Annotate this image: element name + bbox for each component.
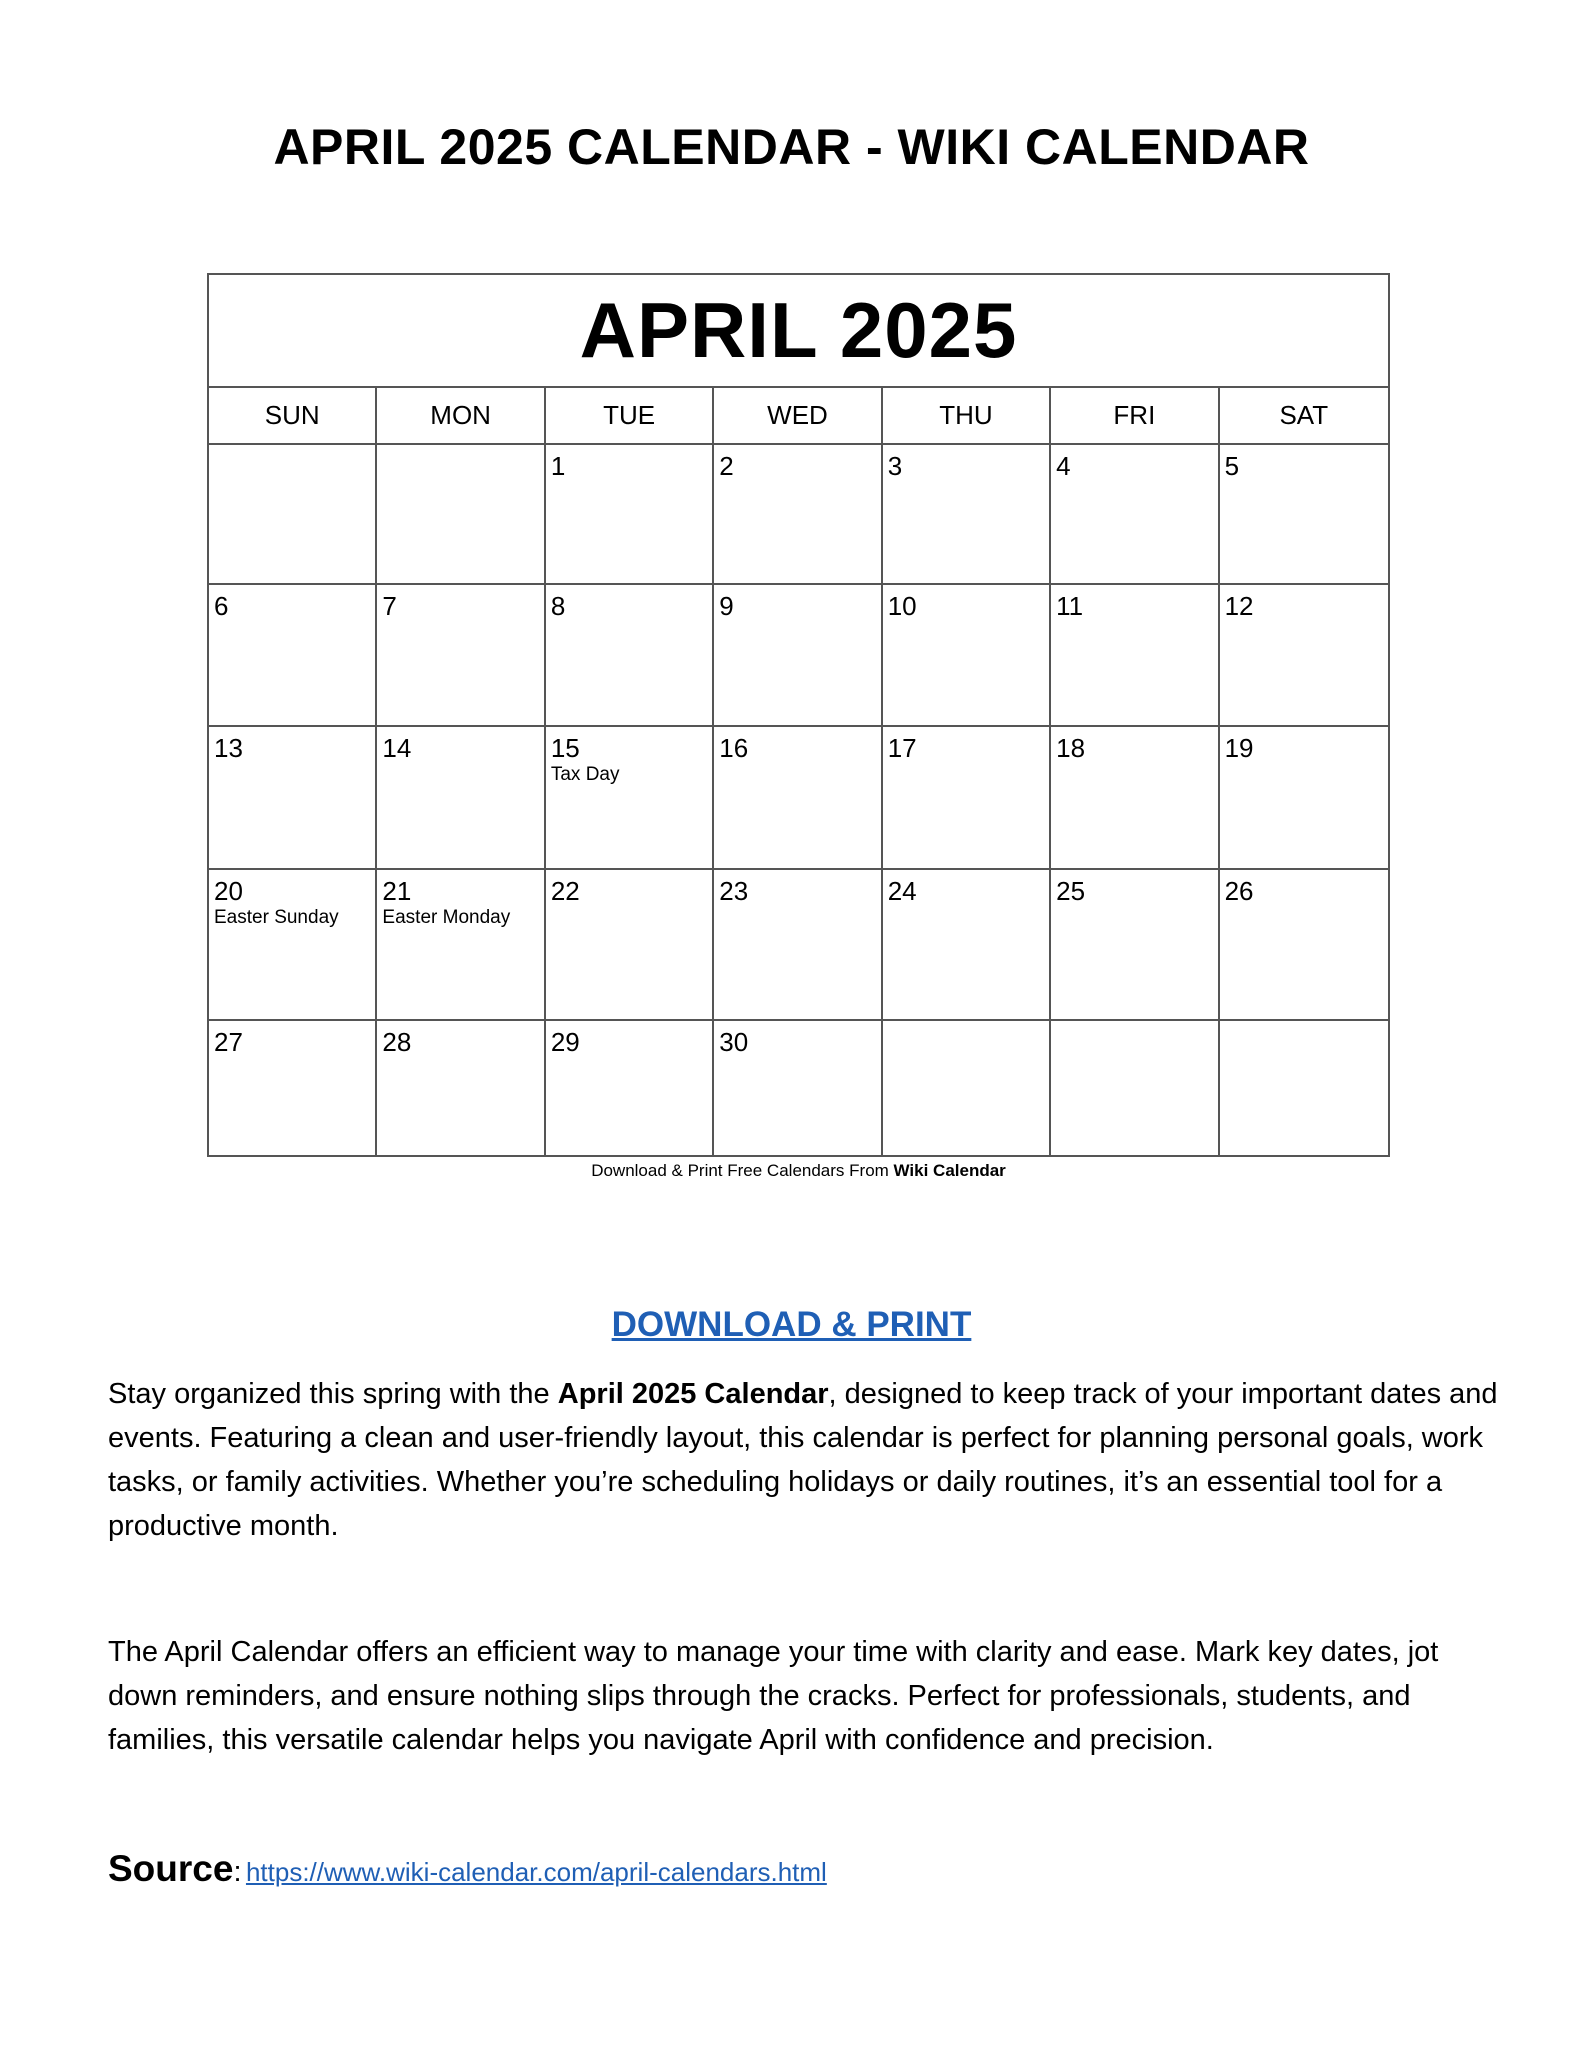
calendar-day-cell — [1051, 1021, 1219, 1155]
source-label: Source — [108, 1848, 234, 1889]
footer-brand: Wiki Calendar — [893, 1161, 1006, 1180]
calendar-day-cell — [209, 1021, 377, 1155]
intro-bold-text: April 2025 Calendar — [557, 1378, 829, 1410]
calendar-day-cell — [883, 445, 1051, 585]
day-number: 24 — [887, 876, 917, 906]
calendar-day-cell — [377, 445, 545, 585]
calendar-day-cell — [1220, 870, 1388, 1021]
calendar-day-cell — [883, 1021, 1051, 1155]
page-title: APRIL 2025 CALENDAR - WIKI CALENDAR — [273, 119, 1310, 175]
weekday-fri: FRI — [1051, 388, 1219, 443]
calendar-footer-note — [207, 1161, 1390, 1181]
day-number: 7 — [382, 591, 397, 621]
day-number: 2 — [719, 451, 734, 481]
calendar-day-cell — [883, 870, 1051, 1021]
calendar-day-cell — [209, 585, 377, 727]
calendar-day-cell — [1051, 585, 1219, 727]
day-number: 10 — [887, 591, 917, 621]
calendar-day-cell — [714, 870, 882, 1021]
source-line — [108, 1848, 827, 1890]
day-number: 20 — [214, 876, 243, 906]
day-number: 8 — [550, 591, 566, 621]
day-number: 13 — [214, 733, 243, 763]
calendar-day-cell — [377, 585, 545, 727]
day-number: 26 — [1224, 876, 1254, 906]
calendar-day-cell — [1220, 727, 1388, 870]
day-number: 15 — [550, 733, 580, 763]
calendar — [207, 273, 1390, 1157]
day-number: 25 — [1056, 876, 1086, 906]
day-number: 1 — [550, 451, 566, 481]
day-number: 30 — [719, 1027, 749, 1057]
calendar-day-cell — [714, 727, 882, 870]
download-print-link[interactable]: DOWNLOAD & PRINT — [611, 1305, 972, 1344]
calendar-month-title: APRIL 2025 — [209, 275, 1388, 388]
day-number: 16 — [719, 733, 749, 763]
calendar-day-cell — [546, 1021, 714, 1155]
weekday-mon: MON — [377, 388, 545, 443]
calendar-day-cell — [546, 727, 714, 870]
calendar-day-cell — [546, 870, 714, 1021]
day-number: 27 — [214, 1027, 243, 1057]
weekday-tue: TUE — [546, 388, 714, 443]
day-holiday-note: Tax Day — [550, 764, 620, 785]
download-section — [0, 1305, 1583, 1345]
weekday-sat: SAT — [1279, 400, 1329, 430]
calendar-day-cell — [377, 727, 545, 870]
day-number: 22 — [550, 876, 580, 906]
calendar-grid — [209, 445, 1388, 1155]
source-separator: : — [233, 1856, 242, 1888]
weekday-header-row — [209, 388, 1388, 445]
day-number: 12 — [1224, 591, 1254, 621]
day-number: 5 — [1224, 451, 1240, 481]
calendar-day-cell — [714, 445, 882, 585]
day-number: 11 — [1056, 591, 1084, 621]
calendar-day-cell — [1220, 1021, 1388, 1155]
day-number: 21 — [382, 876, 412, 906]
calendar-day-cell — [883, 727, 1051, 870]
calendar-day-cell — [1051, 727, 1219, 870]
calendar-day-cell — [546, 445, 714, 585]
calendar-day-cell — [714, 1021, 882, 1155]
source-link[interactable]: https://www.wiki-calendar.com/april-calendars.html — [245, 1857, 827, 1887]
day-number: 6 — [214, 591, 229, 621]
day-number: 17 — [887, 733, 917, 763]
weekday-thu: THU — [883, 388, 1051, 443]
day-number: 9 — [719, 591, 734, 621]
intro-paragraph — [108, 1372, 1498, 1548]
calendar-day-cell — [714, 585, 882, 727]
day-number: 14 — [382, 733, 412, 763]
day-number: 4 — [1056, 451, 1071, 481]
calendar-day-cell — [1051, 445, 1219, 585]
day-number: 18 — [1056, 733, 1086, 763]
footer-text: Download & Print Free Calendars From — [591, 1161, 894, 1180]
calendar-day-cell — [1220, 445, 1388, 585]
day-number: 28 — [382, 1027, 412, 1057]
weekday-sun: SUN — [209, 388, 377, 443]
calendar-day-cell — [377, 1021, 545, 1155]
calendar-day-cell — [1220, 585, 1388, 727]
intro-text-end: , designed to keep track of your important dates and events. Featuring a clean and user-friendly layout, this calendar is perfect for planning personal goals, work tasks, or family activities. Whether you’re scheduling holidays or daily routines, it’s an essential tool for a productive month. — [108, 1378, 1498, 1542]
calendar-day-cell — [883, 585, 1051, 727]
day-holiday-note: Easter Sunday — [214, 907, 339, 928]
second-paragraph: The April Calendar offers an efficient way to manage your time with clarity and ease. Mark key dates, jot down reminders, and ensure nothing slips through the cracks. Perfect for professionals, students, and families, this versatile calendar helps you navigate April with confidence and precision. — [108, 1636, 1439, 1756]
day-number: 3 — [887, 451, 903, 481]
weekday-wed: WED — [714, 388, 882, 443]
calendar-day-cell — [209, 727, 377, 870]
day-number: 29 — [550, 1027, 580, 1057]
calendar-day-cell — [209, 870, 377, 1021]
day-number: 23 — [719, 876, 749, 906]
calendar-day-cell — [1051, 870, 1219, 1021]
calendar-day-cell — [377, 870, 545, 1021]
calendar-day-cell — [546, 585, 714, 727]
day-number: 19 — [1224, 733, 1254, 763]
calendar-day-cell — [209, 445, 377, 585]
day-holiday-note: Easter Monday — [382, 907, 511, 928]
intro-text-start: Stay organized this spring with the — [108, 1378, 558, 1410]
